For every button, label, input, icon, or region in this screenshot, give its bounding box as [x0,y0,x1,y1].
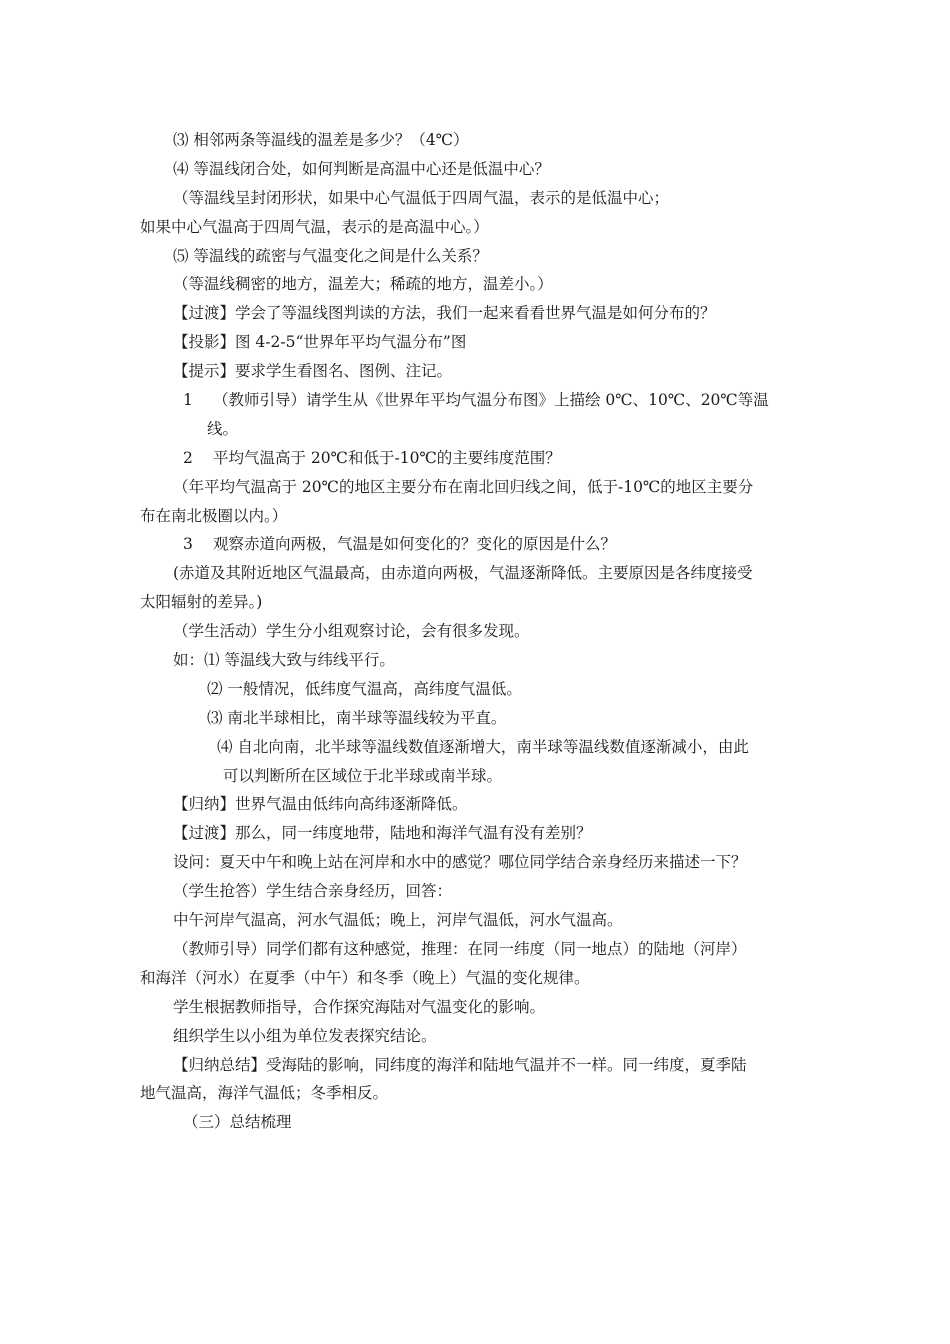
answer-step-3-line-2: 太阳辐射的差异。) [140,593,263,612]
answer-4-line-2: 如果中心气温高于四周气温，表示的是高温中心。） [140,217,489,236]
hint: 【提示】要求学生看图名、图例、注记。 [173,362,453,381]
projection: 【投影】图 4-2-5“世界年平均气温分布”图 [173,333,467,352]
summary-1: 【归纳】世界气温由低纬向高纬逐渐降低。 [173,795,468,814]
group-report: 组织学生以小组为单位发表探究结论。 [173,1026,437,1045]
step-1-line-2: 线。 [207,419,239,438]
step-number-1: 1 [183,391,193,410]
answer-step-2-line-1: （年平均气温高于 20℃的地区主要分布在南北回归线之间，低于-10℃的地区主要分 [173,477,754,496]
answer-4-line-1: （等温线呈封闭形状，如果中心气温低于四周气温，表示的是低温中心； [173,188,670,207]
finding-1: 如：⑴ 等温线大致与纬线平行。 [173,651,395,670]
question-5: ⑸ 等温线的疏密与气温变化之间是什么关系？ [173,246,488,265]
finding-2: ⑵ 一般情况，低纬度气温高，高纬度气温低。 [207,679,522,698]
conclusion-line-1: 【归纳总结】受海陆的影响，同纬度的海洋和陆地气温并不一样。同一纬度，夏季陆 [173,1055,747,1074]
question-river: 设问：夏天中午和晚上站在河岸和水中的感觉？哪位同学结合亲身经历来描述一下？ [173,853,747,872]
student-answer: （学生抢答）学生结合亲身经历，回答： [173,882,453,901]
step-number-3: 3 [183,535,193,554]
teacher-guide-line-1: （教师引导）同学们都有这种感觉，推理：在同一纬度（同一地点）的陆地（河岸） [173,939,747,958]
step-1-line-1: 1 （教师引导）请学生从《世界年平均气温分布图》上描绘 0℃、10℃、20℃等温 [0,386,950,415]
transition-1: 【过渡】学会了等温线图判读的方法，我们一起来看看世界气温是如何分布的？ [173,304,716,323]
teacher-guide-line-2: 和海洋（河水）在夏季（中午）和冬季（晚上）气温的变化规律。 [140,968,590,987]
step-number-2: 2 [183,448,193,467]
student-answer-content: 中午河岸气温高，河水气温低；晚上，河岸气温低，河水气温高。 [173,911,623,930]
step-3: 3 观察赤道向两极，气温是如何变化的？变化的原因是什么？ [0,530,950,559]
conclusion-line-2: 地气温高，海洋气温低；冬季相反。 [140,1084,389,1103]
transition-2: 【过渡】那么，同一纬度地带，陆地和海洋气温有没有差别？ [173,824,592,843]
answer-step-3-line-1: (赤道及其附近地区气温最高，由赤道向两极，气温逐渐降低。主要原因是各纬度接受 [173,564,753,583]
student-activity: （学生活动）学生分小组观察讨论，会有很多发现。 [173,622,530,641]
question-3: ⑶ 相邻两条等温线的温差是多少？（4℃） [173,131,469,149]
answer-step-2-line-2: 布在南北极圈以内。） [140,506,288,525]
step-2: 2 平均气温高于 20℃和低于-10℃的主要纬度范围？ [0,444,950,473]
question-4: ⑷ 等温线闭合处，如何判断是高温中心还是低温中心？ [173,159,550,178]
answer-5: （等温线稠密的地方，温差大；稀疏的地方，温差小。） [173,275,553,294]
finding-4-line-1: ⑷ 自北向南，北半球等温线数值逐渐增大，南半球等温线数值逐渐减小，由此 [217,737,749,756]
cooperative-inquiry: 学生根据教师指导，合作探究海陆对气温变化的影响。 [173,997,546,1016]
finding-4-line-2: 可以判断所在区域位于北半球或南半球。 [223,766,503,785]
finding-3: ⑶ 南北半球相比，南半球等温线较为平直。 [207,708,507,727]
section-heading: （三）总结梳理 [183,1113,292,1132]
